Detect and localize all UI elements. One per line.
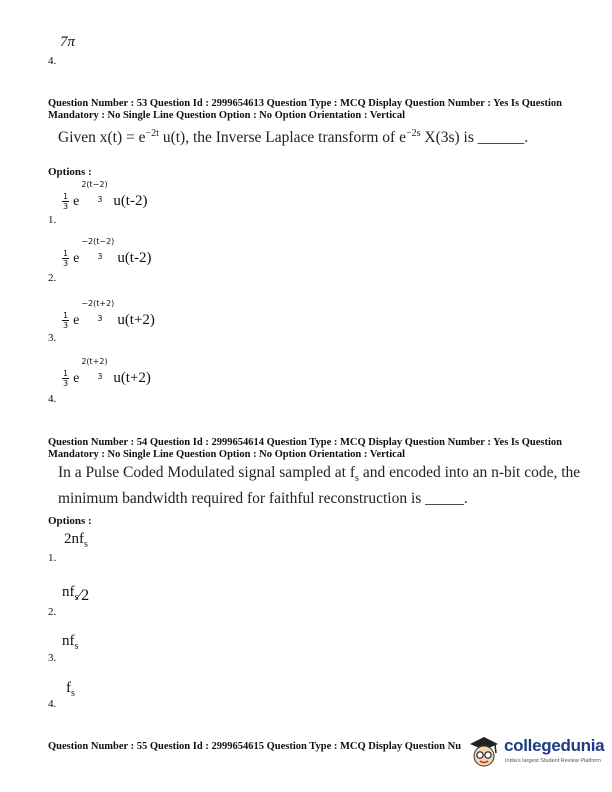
q53-option-2-number: 2. <box>48 272 57 284</box>
q54-option-4-number: 4. <box>48 698 57 710</box>
q53-stem-post: X(3s) is ______. <box>420 129 529 147</box>
fraction: $\frac{1}{3}$ <box>63 311 69 330</box>
exp-base: e <box>73 194 80 210</box>
logo-tagline: India's largest Student Review Platform <box>505 758 601 764</box>
q54-option-3-number: 3. <box>48 652 57 664</box>
exp-base: e <box>73 251 80 267</box>
q53-option-3-number: 3. <box>48 332 57 344</box>
collegedunia-logo <box>466 734 606 774</box>
q54-options-label: Options : <box>48 515 92 527</box>
prev-option-expr: 7π <box>60 34 76 50</box>
q54-option-2[interactable]: $nf_s⁄2$ <box>62 584 90 604</box>
q53-option-4-number: 4. <box>48 393 57 405</box>
q55-header: Question Number : 55 Question Id : 2999654615 Question Type : MCQ Display Question Nu <box>48 741 462 752</box>
fraction: $\frac{1}{3}$ <box>63 192 69 211</box>
q53-option-4[interactable]: $\frac{1}{3}$ e 2(t+2) 3 u(t+2) <box>63 357 151 388</box>
option-tail: u(t+2) <box>117 312 155 329</box>
q53-options-label: Options : <box>48 166 92 178</box>
logo-wordmark: collegedunia <box>504 736 605 755</box>
q54-stem-line-2: minimum bandwidth required for faithful reconstruction is _____. <box>58 490 468 507</box>
q53-stem <box>58 128 528 147</box>
q53-option-1[interactable]: $\frac{1}{3}$ e 2(t−2) 3 u(t-2) <box>63 180 148 211</box>
q54-option-1-number: 1. <box>48 552 57 564</box>
fraction: $\frac{1}{3}$ <box>63 249 69 268</box>
q53-stem-mid: u(t), the Inverse Laplace transform of e <box>158 129 406 147</box>
q54-header: Question Number : 54 Question Id : 2999654614 Question Type : MCQ Display Question Number : Yes Is Question Mandatory : No Single Line Question Option : No Option Orientation : Vertical <box>48 437 562 460</box>
exp-base: e <box>73 371 80 387</box>
q54-stem-line-1: In a Pulse Coded Modulated signal sampled at $f_s$ and encoded into an n-bit code, the <box>58 464 581 485</box>
q54-option-1[interactable]: $2nf_s$ <box>64 531 88 550</box>
prev-option-number: 4. <box>48 55 57 67</box>
fraction: $\frac{1}{3}$ <box>63 369 69 388</box>
mascot-icon <box>466 734 502 772</box>
q53-option-3[interactable]: $\frac{1}{3}$ e −2(t+2) 3 u(t+2) <box>63 299 155 330</box>
option-tail: u(t+2) <box>113 370 151 387</box>
option-tail: u(t-2) <box>117 250 152 267</box>
option-tail: u(t-2) <box>113 193 148 210</box>
q53-stem-pre: Given x(t) = e <box>58 129 146 147</box>
q54-option-4[interactable]: $f_s$ <box>66 680 75 699</box>
q53-option-2[interactable]: $\frac{1}{3}$ e −2(t−2) 3 u(t-2) <box>63 237 152 268</box>
q53-option-1-number: 1. <box>48 214 57 226</box>
q53-header: Question Number : 53 Question Id : 2999654613 Question Type : MCQ Display Question Number : Yes Is Question Mandatory : No Single Line Question Option : No Option Orientation : Vertical <box>48 98 562 121</box>
q53-stem-exp2: −2s <box>405 128 421 139</box>
q54-option-3[interactable]: $nf_s$ <box>62 633 79 652</box>
exp-base: e <box>73 313 80 329</box>
q54-option-2-number: 2. <box>48 606 57 618</box>
q53-stem-exp1: −2t <box>145 128 159 139</box>
